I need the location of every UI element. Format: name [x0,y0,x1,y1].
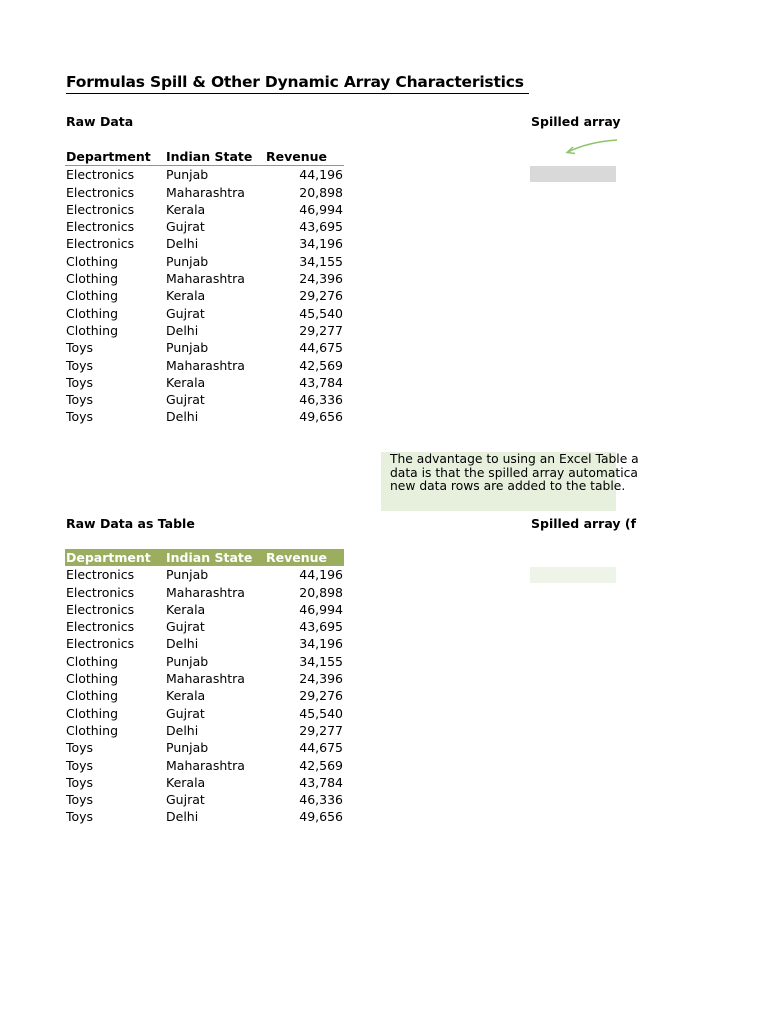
table-row [65,653,344,670]
table-row [65,184,344,201]
cell-indian-state[interactable]: Delhi [166,236,199,252]
table-row [65,201,344,218]
cell-revenue[interactable]: 42,569 [299,757,343,773]
cell-revenue[interactable]: 43,784 [299,774,343,790]
cell-revenue[interactable]: 29,277 [299,322,343,338]
table-row [65,670,344,687]
spilled-array-table-label: Spilled array (f [531,516,637,531]
raw-data-table-label: Raw Data as Table [66,516,195,531]
table-row [65,774,344,791]
cell-indian-state[interactable]: Punjab [166,740,209,756]
cell-department[interactable]: Clothing [66,253,119,269]
cell-revenue[interactable]: 20,898 [299,584,343,600]
cell-indian-state[interactable]: Delhi [166,322,199,338]
cell-indian-state[interactable]: Punjab [166,340,209,356]
cell-indian-state[interactable]: Kerala [166,374,206,390]
header-indian-state[interactable]: Indian State [165,549,265,566]
cell-revenue[interactable]: 34,155 [299,253,343,269]
raw-data-body [65,166,344,426]
cell-department[interactable]: Toys [66,809,94,825]
cell-department[interactable]: Electronics [66,601,135,617]
cell-department[interactable]: Toys [66,409,94,425]
cell-revenue[interactable]: 34,196 [299,636,343,652]
cell-revenue[interactable]: 46,336 [299,392,343,408]
table-row [65,618,344,635]
cell-indian-state[interactable]: Delhi [166,809,199,825]
cell-department[interactable]: Electronics [66,236,135,252]
cell-indian-state[interactable]: Maharashtra [166,671,245,687]
cell-department[interactable]: Electronics [66,219,135,235]
cell-department[interactable]: Toys [66,392,94,408]
table-row [65,287,344,304]
cell-department[interactable]: Toys [66,357,94,373]
table-row [65,270,344,287]
cell-indian-state[interactable]: Kerala [166,688,206,704]
cell-indian-state[interactable]: Punjab [166,253,209,269]
table-row [65,339,344,356]
cell-indian-state[interactable]: Delhi [166,636,199,652]
cell-indian-state[interactable]: Delhi [166,722,199,738]
cell-indian-state[interactable]: Gujrat [166,305,205,321]
cell-revenue[interactable]: 46,994 [299,601,343,617]
cell-revenue[interactable]: 29,276 [299,288,343,304]
cell-indian-state[interactable]: Punjab [166,567,209,583]
header-revenue[interactable]: Revenue [265,549,344,566]
cell-indian-state[interactable]: Maharashtra [166,357,245,373]
cell-indian-state[interactable]: Maharashtra [166,757,245,773]
table-row [65,305,344,322]
table-row [65,687,344,704]
cell-indian-state[interactable]: Delhi [166,409,199,425]
cell-indian-state[interactable]: Punjab [166,653,209,669]
table-row [65,374,344,391]
cell-department[interactable]: Clothing [66,705,119,721]
spill-output-cell-table[interactable] [530,567,616,583]
excel-table [65,549,344,826]
table-row [65,218,344,235]
cell-revenue[interactable]: 43,695 [299,219,343,235]
cell-indian-state[interactable]: Gujrat [166,219,205,235]
cell-department[interactable]: Toys [66,740,94,756]
table-row [65,705,344,722]
cell-revenue[interactable]: 34,196 [299,236,343,252]
cell-indian-state[interactable]: Kerala [166,201,206,217]
header-revenue[interactable]: Revenue [265,148,344,166]
cell-revenue[interactable]: 44,675 [299,740,343,756]
cell-department[interactable]: Toys [66,792,94,808]
cell-department[interactable]: Electronics [66,636,135,652]
cell-revenue[interactable]: 43,784 [299,374,343,390]
cell-revenue[interactable]: 29,276 [299,688,343,704]
table-row [65,808,344,825]
cell-department[interactable]: Electronics [66,584,135,600]
table-row [65,357,344,374]
table-row [65,253,344,270]
cell-revenue[interactable]: 45,540 [299,305,343,321]
table-row [65,601,344,618]
cell-indian-state[interactable]: Punjab [166,167,209,183]
cell-revenue[interactable]: 42,569 [299,357,343,373]
cell-revenue[interactable]: 49,656 [299,409,343,425]
table-row [65,166,344,184]
table-row [65,635,344,652]
cell-revenue[interactable]: 46,336 [299,792,343,808]
cell-department[interactable]: Electronics [66,167,135,183]
cell-department[interactable]: Clothing [66,322,119,338]
table-row [65,235,344,252]
cell-indian-state[interactable]: Gujrat [166,792,205,808]
table-row [65,722,344,739]
cell-revenue[interactable]: 44,675 [299,340,343,356]
cell-department[interactable]: Electronics [66,567,135,583]
table-row [65,391,344,408]
table-header-row [65,549,344,566]
arrow-icon [560,134,620,158]
spill-output-cell[interactable] [530,166,616,182]
cell-indian-state[interactable]: Maharashtra [166,271,245,287]
table-header-row [65,148,344,166]
cell-revenue[interactable]: 34,155 [299,653,343,669]
cell-department[interactable]: Toys [66,774,94,790]
cell-department[interactable]: Toys [66,757,94,773]
table-row [65,739,344,756]
sheet-title: Formulas Spill & Other Dynamic Array Characteristics [66,73,529,94]
cell-department[interactable]: Clothing [66,271,119,287]
cell-revenue[interactable]: 45,540 [299,705,343,721]
cell-department[interactable]: Clothing [66,688,119,704]
cell-indian-state[interactable]: Gujrat [166,619,205,635]
table-row [65,408,344,425]
cell-department[interactable]: Clothing [66,305,119,321]
cell-revenue[interactable]: 43,695 [299,619,343,635]
cell-department[interactable]: Clothing [66,671,119,687]
excel-table-body [65,566,344,825]
cell-indian-state[interactable]: Gujrat [166,705,205,721]
cell-indian-state[interactable]: Maharashtra [166,584,245,600]
table-row [65,322,344,339]
note-box [381,452,639,511]
cell-department[interactable]: Electronics [66,184,135,200]
cell-revenue[interactable]: 44,196 [299,167,343,183]
table-row [65,566,344,583]
cell-revenue[interactable]: 20,898 [299,184,343,200]
cell-revenue[interactable]: 49,656 [299,809,343,825]
cell-department[interactable]: Clothing [66,288,119,304]
cell-revenue[interactable]: 24,396 [299,671,343,687]
cell-revenue[interactable]: 44,196 [299,567,343,583]
cell-indian-state[interactable]: Kerala [166,774,206,790]
table-row [65,757,344,774]
header-indian-state[interactable]: Indian State [165,148,265,166]
note-text: The advantage to using an Excel Table a data is that the spilled array automatica new data rows are added to the table. [390,452,639,493]
cell-department[interactable]: Electronics [66,201,135,217]
cell-indian-state[interactable]: Maharashtra [166,184,245,200]
table-row [65,791,344,808]
header-department[interactable]: Department [65,549,165,566]
table-row [65,584,344,601]
cell-department[interactable]: Clothing [66,722,119,738]
spilled-array-label: Spilled array [531,114,621,129]
cell-revenue[interactable]: 24,396 [299,271,343,287]
raw-data-label: Raw Data [66,114,134,129]
cell-department[interactable]: Toys [66,374,94,390]
cell-revenue[interactable]: 46,994 [299,201,343,217]
cell-indian-state[interactable]: Gujrat [166,392,205,408]
cell-department[interactable]: Clothing [66,653,119,669]
cell-department[interactable]: Electronics [66,619,135,635]
raw-data-table [65,148,344,426]
cell-indian-state[interactable]: Kerala [166,288,206,304]
header-department[interactable]: Department [65,148,165,166]
cell-department[interactable]: Toys [66,340,94,356]
cell-indian-state[interactable]: Kerala [166,601,206,617]
cell-revenue[interactable]: 29,277 [299,722,343,738]
